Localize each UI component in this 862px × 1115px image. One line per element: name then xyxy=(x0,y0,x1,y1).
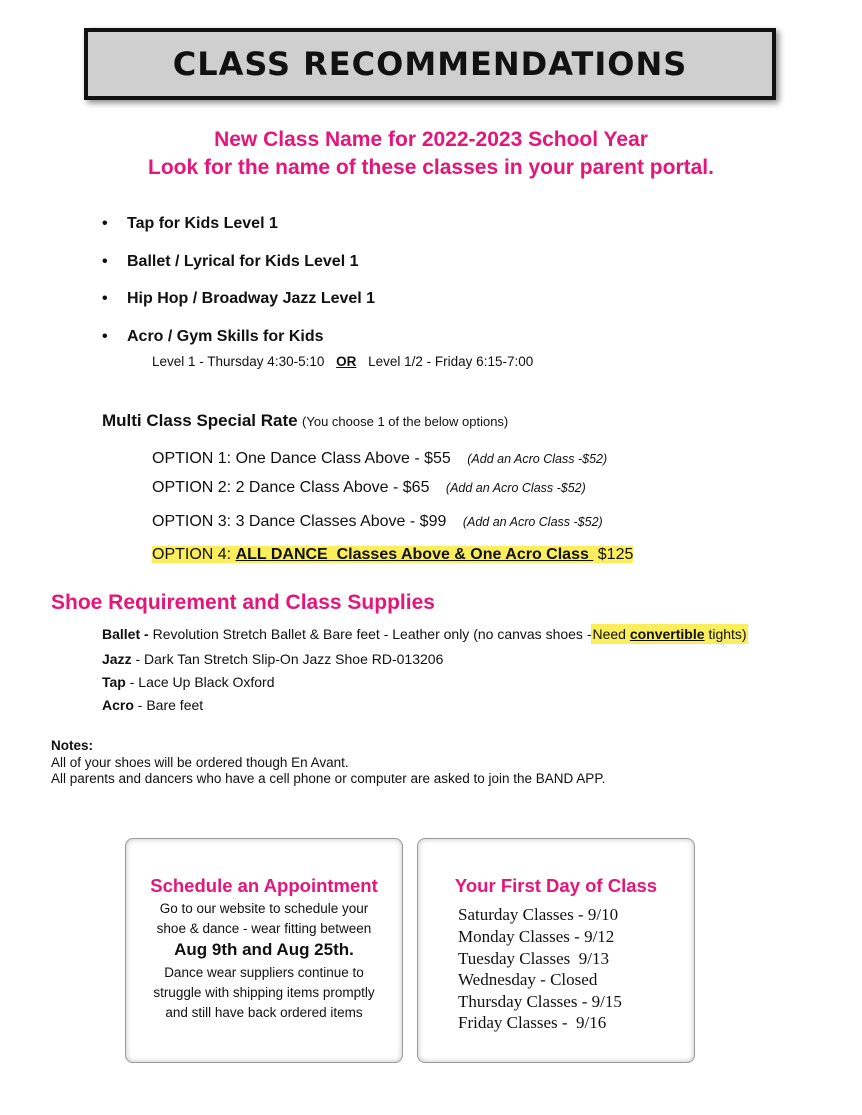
shoe-ballet xyxy=(102,626,748,642)
shoe-label: Acro xyxy=(102,697,134,713)
shoe-text: Revolution Stretch Ballet & Bare feet - Leather only (no canvas shoes - xyxy=(152,626,592,642)
bullet-icon: • xyxy=(102,327,108,345)
tights-highlight xyxy=(591,624,747,644)
bullet-icon: • xyxy=(102,252,108,270)
shoe-label: Jazz xyxy=(102,651,132,667)
bullet-icon: • xyxy=(102,215,108,232)
acro-level-12: Level 1/2 - Friday 6:15-7:00 xyxy=(368,354,534,369)
appointment-line: shoe & dance - wear fitting between xyxy=(156,921,372,936)
appointment-box xyxy=(125,838,403,1063)
shoe-acro xyxy=(102,697,203,713)
appointment-line: struggle with shipping items promptly xyxy=(153,985,375,1000)
option-4-bold: ALL DANCE Classes Above & One Acro Class xyxy=(235,546,594,563)
appointment-dates: Aug 9th and Aug 25th. xyxy=(174,940,354,959)
class-name: Hip Hop / Broadway Jazz Level 1 xyxy=(127,290,376,307)
option-4-price: $125 xyxy=(597,546,634,563)
notes-line: All of your shoes will be ordered though En Avant. xyxy=(51,754,349,770)
appointment-title: Schedule an Appointment xyxy=(150,875,378,896)
first-day-line: Monday Classes - 9/12 xyxy=(458,927,615,946)
option-note: (Add an Acro Class -$52) xyxy=(467,452,608,466)
appointment-line: Go to our website to schedule your xyxy=(159,901,369,916)
notes xyxy=(51,738,605,788)
bullet-icon: • xyxy=(102,290,108,307)
first-day-line: Tuesday Classes 9/13 xyxy=(458,949,609,968)
option-text: OPTION 3: 3 Dance Classes Above - $99 xyxy=(152,513,447,530)
intro-line-2: Look for the name of these classes in your parent portal. xyxy=(148,156,714,179)
tights-text: tights) xyxy=(708,626,747,642)
first-day-box xyxy=(417,838,695,1063)
multi-class-title: Multi Class Special Rate xyxy=(102,411,298,430)
first-day-line: Friday Classes - 9/16 xyxy=(458,1013,607,1032)
shoe-heading: Shoe Requirement and Class Supplies xyxy=(51,591,435,614)
shoe-text: - Bare feet xyxy=(137,697,204,713)
list-item xyxy=(102,251,375,289)
appointment-line: Dance wear suppliers continue to xyxy=(164,965,364,980)
acro-level-1: Level 1 - Thursday 4:30-5:10 xyxy=(152,354,325,369)
list-item xyxy=(102,288,375,326)
option-1 xyxy=(152,450,607,468)
intro-line-1: New Class Name for 2022-2023 School Year xyxy=(214,128,648,151)
class-name: Ballet / Lyrical for Kids Level 1 xyxy=(127,252,359,270)
first-day-line: Saturday Classes - 9/10 xyxy=(458,905,619,924)
notes-line: All parents and dancers who have a cell phone or computer are asked to join the BAND APP. xyxy=(51,771,606,786)
first-day-line: Wednesday - Closed xyxy=(458,970,598,989)
class-name: Tap for Kids Level 1 xyxy=(127,215,278,232)
option-2 xyxy=(152,479,586,497)
class-name: Acro / Gym Skills for Kids xyxy=(127,327,324,345)
option-4-prefix: OPTION 4: xyxy=(152,546,232,563)
option-3 xyxy=(152,513,603,531)
need-text: Need xyxy=(592,626,626,642)
option-4-highlight xyxy=(152,546,633,563)
list-item xyxy=(102,213,375,251)
page-title: CLASS RECOMMENDATIONS xyxy=(172,45,688,83)
shoe-label: Tap xyxy=(102,674,126,690)
acro-or: OR xyxy=(336,354,357,369)
acro-schedule xyxy=(152,354,533,369)
shoe-text: - Lace Up Black Oxford xyxy=(129,674,275,690)
option-note: (Add an Acro Class -$52) xyxy=(462,515,603,529)
option-4 xyxy=(152,546,633,564)
multi-class-heading xyxy=(102,411,508,431)
option-note: (Add an Acro Class -$52) xyxy=(445,481,586,495)
appointment-line: and still have back ordered items xyxy=(165,1005,363,1020)
class-list xyxy=(102,213,375,363)
first-day-line: Thursday Classes - 9/15 xyxy=(458,992,622,1011)
first-day-title: Your First Day of Class xyxy=(454,875,658,896)
notes-label: Notes: xyxy=(51,738,94,753)
shoe-jazz xyxy=(102,651,443,667)
title-banner xyxy=(84,28,776,100)
shoe-tap xyxy=(102,674,274,690)
option-text: OPTION 2: 2 Dance Class Above - $65 xyxy=(152,479,430,496)
multi-class-note: (You choose 1 of the below options) xyxy=(302,414,509,429)
convertible-text: convertible xyxy=(629,626,705,642)
shoe-label: Ballet - xyxy=(102,626,149,642)
option-text: OPTION 1: One Dance Class Above - $55 xyxy=(152,450,451,467)
shoe-text: - Dark Tan Stretch Slip-On Jazz Shoe RD-013206 xyxy=(135,651,444,667)
